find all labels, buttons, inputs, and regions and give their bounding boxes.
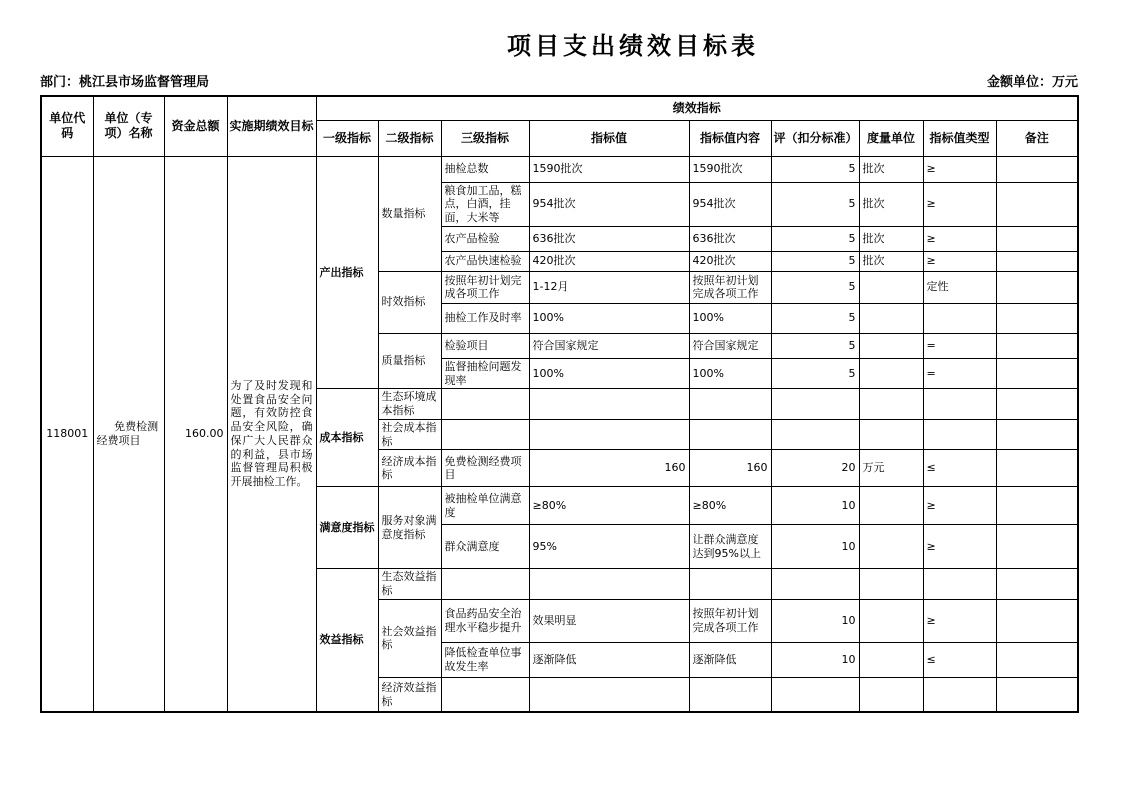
value-content-cell: 符合国家规定 [689,333,771,358]
value-type-cell: ≤ [923,642,996,677]
remark-cell [996,487,1078,525]
remark-cell [996,271,1078,303]
value-cell: 1590批次 [529,156,689,182]
remark-cell [996,303,1078,333]
level3-cell: 按照年初计划完成各项工作 [441,271,529,303]
value-type-cell: ≥ [923,487,996,525]
level2-cell: 服务对象满意度指标 [378,487,441,569]
col-header-value-content: 指标值内容 [689,120,771,156]
value-type-cell [923,389,996,420]
total-fund-cell: 160.00 [164,156,227,712]
amount-unit-label: 金额单位：万元 [986,75,1078,90]
measure-unit-cell: 批次 [859,251,923,271]
level3-cell: 抽检工作及时率 [441,303,529,333]
measure-unit-cell [859,642,923,677]
level3-cell [441,389,529,420]
department-label: 部门：桃江县市场监督管理局 [40,75,210,90]
measure-unit-cell: 批次 [859,156,923,182]
remark-cell [996,226,1078,251]
value-content-cell: 954批次 [689,182,771,226]
level3-cell: 食品药品安全治理水平稳步提升 [441,599,529,642]
level2-cell: 经济效益指标 [378,677,441,712]
value-content-cell: 160 [689,450,771,487]
score-cell: 10 [771,487,859,525]
col-header-level3: 三级指标 [441,120,529,156]
value-content-cell [689,677,771,712]
score-cell: 5 [771,182,859,226]
value-content-cell [689,569,771,600]
score-cell: 5 [771,271,859,303]
value-content-cell: 1590批次 [689,156,771,182]
remark-cell [996,450,1078,487]
remark-cell [996,156,1078,182]
measure-unit-cell [859,525,923,569]
score-cell: 5 [771,251,859,271]
measure-unit-cell [859,677,923,712]
remark-cell [996,389,1078,420]
level3-cell: 降低检查单位事故发生率 [441,642,529,677]
col-header-value-type: 指标值类型 [923,120,996,156]
score-cell: 5 [771,303,859,333]
level2-cell: 社会效益指标 [378,599,441,677]
value-cell [529,389,689,420]
score-cell: 10 [771,525,859,569]
value-content-cell [689,389,771,420]
level3-cell: 检验项目 [441,333,529,358]
level1-cell: 产出指标 [316,156,378,389]
measure-unit-cell [859,389,923,420]
remark-cell [996,251,1078,271]
level3-cell: 被抽检单位满意度 [441,487,529,525]
value-content-cell: 100% [689,358,771,389]
col-header-remark: 备注 [996,120,1078,156]
level3-cell: 农产品快速检验 [441,251,529,271]
measure-unit-cell [859,569,923,600]
level3-cell [441,569,529,600]
col-header-unit-name: 单位（专项）名称 [93,96,164,156]
value-type-cell: ≥ [923,251,996,271]
score-cell [771,419,859,450]
remark-cell [996,182,1078,226]
level3-cell: 群众满意度 [441,525,529,569]
col-header-measure-unit: 度量单位 [859,120,923,156]
value-cell: 效果明显 [529,599,689,642]
value-type-cell: ≥ [923,525,996,569]
value-type-cell: = [923,358,996,389]
level2-cell: 质量指标 [378,333,441,389]
value-cell [529,569,689,600]
level2-cell: 数量指标 [378,156,441,271]
col-header-score: 评（扣分标准） [771,120,859,156]
level2-cell: 生态效益指标 [378,569,441,600]
value-cell: 符合国家规定 [529,333,689,358]
remark-cell [996,358,1078,389]
value-cell: 逐渐降低 [529,642,689,677]
remark-cell [996,677,1078,712]
remark-cell [996,599,1078,642]
value-type-cell [923,303,996,333]
measure-unit-cell: 批次 [859,226,923,251]
unit-code-cell: 118001 [41,156,93,712]
measure-unit-cell [859,358,923,389]
value-cell: ≥80% [529,487,689,525]
col-header-unit-code: 单位代码 [41,96,93,156]
score-cell [771,569,859,600]
value-cell: 160 [529,450,689,487]
remark-cell [996,642,1078,677]
col-header-level2: 二级指标 [378,120,441,156]
remark-cell [996,333,1078,358]
value-content-cell: 按照年初计划完成各项工作 [689,599,771,642]
performance-target-table [40,95,1079,713]
value-content-cell: ≥80% [689,487,771,525]
value-cell: 1-12月 [529,271,689,303]
score-cell: 5 [771,358,859,389]
value-content-cell: 让群众满意度达到95%以上 [689,525,771,569]
group-header-performance-indicators: 绩效指标 [316,96,1078,120]
col-header-total-fund: 资金总额 [164,96,227,156]
goal-cell: 为了及时发现和处置食品安全问题，有效防控食品安全风险，确保广大人民群众的利益，县市场监督管理局积极开展抽检工作。 [227,156,316,712]
measure-unit-cell: 批次 [859,182,923,226]
value-type-cell: ≥ [923,599,996,642]
value-content-cell: 100% [689,303,771,333]
value-type-cell [923,419,996,450]
score-cell: 5 [771,226,859,251]
value-cell: 95% [529,525,689,569]
level3-cell [441,419,529,450]
value-cell: 100% [529,358,689,389]
level2-cell: 生态环境成本指标 [378,389,441,420]
value-type-cell [923,677,996,712]
score-cell: 5 [771,156,859,182]
measure-unit-cell [859,419,923,450]
col-header-goal: 实施期绩效目标 [227,96,316,156]
level2-cell: 社会成本指标 [378,419,441,450]
remark-cell [996,419,1078,450]
value-type-cell: = [923,333,996,358]
level3-cell [441,677,529,712]
value-content-cell [689,419,771,450]
level1-cell: 效益指标 [316,569,378,713]
remark-cell [996,525,1078,569]
col-header-level1: 一级指标 [316,120,378,156]
level2-cell: 时效指标 [378,271,441,333]
measure-unit-cell [859,271,923,303]
value-cell [529,419,689,450]
score-cell: 10 [771,599,859,642]
page-title: 项目支出绩效目标表 [507,32,759,60]
level3-cell: 免费检测经费项目 [441,450,529,487]
value-type-cell: ≥ [923,226,996,251]
level1-cell: 成本指标 [316,389,378,487]
score-cell [771,677,859,712]
measure-unit-cell [859,487,923,525]
score-cell: 10 [771,642,859,677]
measure-unit-cell [859,303,923,333]
value-type-cell: ≥ [923,182,996,226]
value-cell: 100% [529,303,689,333]
value-content-cell: 逐渐降低 [689,642,771,677]
value-content-cell: 420批次 [689,251,771,271]
measure-unit-cell [859,333,923,358]
col-header-value: 指标值 [529,120,689,156]
level3-cell: 粮食加工品，糕点，白酒，挂面，大米等 [441,182,529,226]
level3-cell: 监督抽检问题发现率 [441,358,529,389]
value-content-cell: 636批次 [689,226,771,251]
score-cell [771,389,859,420]
level2-cell: 经济成本指标 [378,450,441,487]
value-cell: 420批次 [529,251,689,271]
value-cell [529,677,689,712]
score-cell: 5 [771,333,859,358]
level3-cell: 抽检总数 [441,156,529,182]
measure-unit-cell: 万元 [859,450,923,487]
value-type-cell: 定性 [923,271,996,303]
level1-cell: 满意度指标 [316,487,378,569]
level3-cell: 农产品检验 [441,226,529,251]
value-type-cell [923,569,996,600]
value-cell: 636批次 [529,226,689,251]
remark-cell [996,569,1078,600]
measure-unit-cell [859,599,923,642]
meta-line [40,71,1078,90]
value-type-cell: ≤ [923,450,996,487]
value-content-cell: 按照年初计划完成各项工作 [689,271,771,303]
score-cell: 20 [771,450,859,487]
value-type-cell: ≥ [923,156,996,182]
unit-name-cell: 免费检测经费项目 [93,156,164,712]
value-cell: 954批次 [529,182,689,226]
